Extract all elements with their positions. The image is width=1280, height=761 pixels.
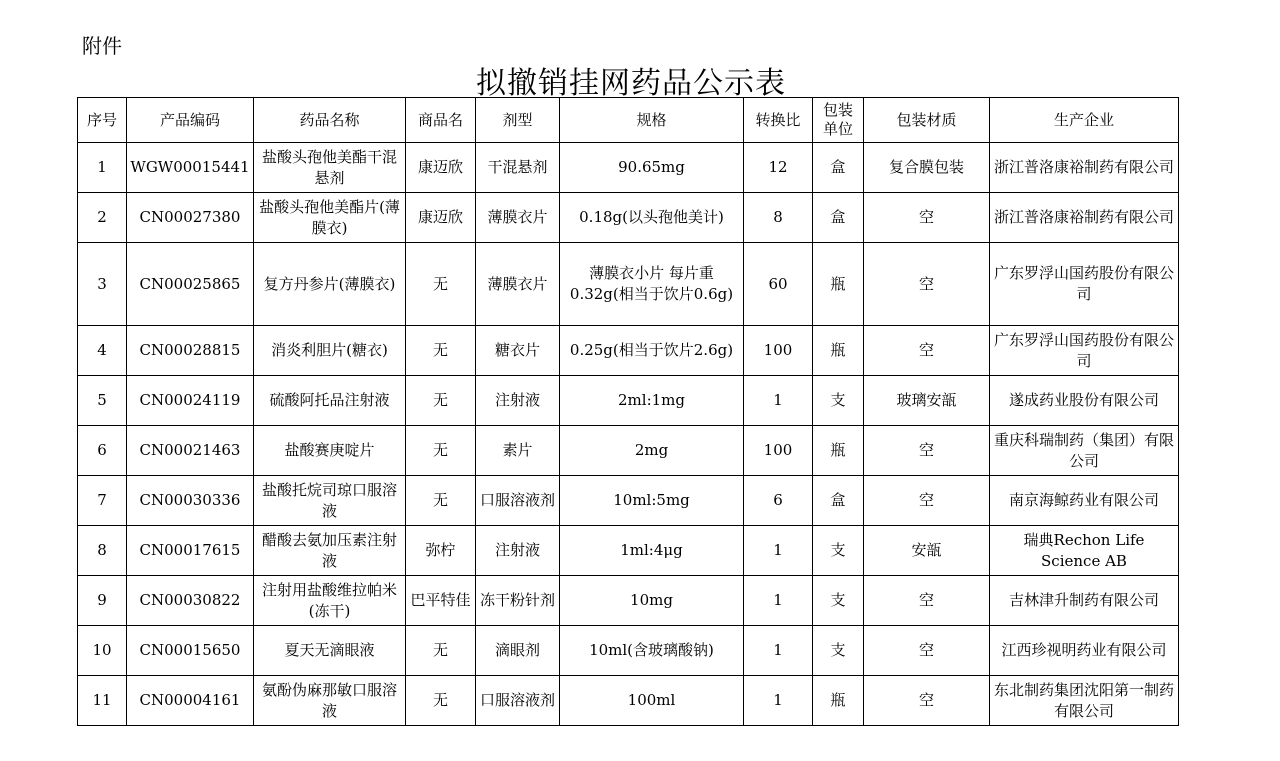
page-title: 拟撤销挂网药品公示表 [476, 66, 786, 101]
cell-drug-name: 盐酸托烷司琼口服溶液 [254, 476, 406, 526]
cell-specification: 10mg [560, 576, 744, 626]
cell-dosage-form: 素片 [476, 426, 560, 476]
cell-package-material: 空 [864, 243, 990, 326]
cell-manufacturer: 广东罗浮山国药股份有限公司 [990, 326, 1179, 376]
header-trade-name: 商品名 [406, 98, 476, 143]
cell-conversion-ratio: 1 [744, 526, 813, 576]
cell-index: 5 [78, 376, 127, 426]
cell-package-unit: 瓶 [813, 426, 864, 476]
cell-package-material: 空 [864, 676, 990, 726]
cell-product-code: CN00025865 [127, 243, 254, 326]
table-row [78, 243, 1179, 326]
cell-trade-name: 无 [406, 243, 476, 326]
cell-manufacturer: 浙江普洛康裕制药有限公司 [990, 143, 1179, 193]
header-manufacturer: 生产企业 [990, 98, 1179, 143]
cell-dosage-form: 糖衣片 [476, 326, 560, 376]
cell-conversion-ratio: 1 [744, 376, 813, 426]
cell-dosage-form: 注射液 [476, 526, 560, 576]
table-row [78, 376, 1179, 426]
cell-package-material: 空 [864, 476, 990, 526]
cell-drug-name: 硫酸阿托品注射液 [254, 376, 406, 426]
cell-manufacturer: 重庆科瑞制药（集团）有限公司 [990, 426, 1179, 476]
cell-drug-name: 盐酸头孢他美酯干混悬剂 [254, 143, 406, 193]
cell-package-material: 安瓿 [864, 526, 990, 576]
cell-trade-name: 无 [406, 426, 476, 476]
cell-manufacturer: 瑞典Rechon Life Science AB [990, 526, 1179, 576]
cell-drug-name: 盐酸赛庚啶片 [254, 426, 406, 476]
cell-drug-name: 醋酸去氨加压素注射液 [254, 526, 406, 576]
header-specification: 规格 [560, 98, 744, 143]
cell-drug-name: 盐酸头孢他美酯片(薄膜衣) [254, 193, 406, 243]
cell-package-unit: 支 [813, 526, 864, 576]
cell-package-material: 空 [864, 193, 990, 243]
cell-package-unit: 支 [813, 376, 864, 426]
cell-manufacturer: 吉林津升制药有限公司 [990, 576, 1179, 626]
cell-specification: 薄膜衣小片 每片重0.32g(相当于饮片0.6g) [560, 243, 744, 326]
header-package-material: 包装材质 [864, 98, 990, 143]
cell-trade-name: 康迈欣 [406, 143, 476, 193]
cell-index: 4 [78, 326, 127, 376]
cell-dosage-form: 薄膜衣片 [476, 243, 560, 326]
cell-index: 10 [78, 626, 127, 676]
cell-drug-name: 注射用盐酸维拉帕米(冻干) [254, 576, 406, 626]
attachment-label: 附件 [82, 34, 122, 58]
cell-trade-name: 无 [406, 476, 476, 526]
cell-package-material: 空 [864, 626, 990, 676]
cell-package-unit: 盒 [813, 476, 864, 526]
cell-drug-name: 氨酚伪麻那敏口服溶液 [254, 676, 406, 726]
cell-manufacturer: 南京海鲸药业有限公司 [990, 476, 1179, 526]
cell-trade-name: 巴平特佳 [406, 576, 476, 626]
cell-dosage-form: 注射液 [476, 376, 560, 426]
header-dosage-form: 剂型 [476, 98, 560, 143]
header-drug-name: 药品名称 [254, 98, 406, 143]
cell-manufacturer: 广东罗浮山国药股份有限公司 [990, 243, 1179, 326]
cell-index: 9 [78, 576, 127, 626]
cell-manufacturer: 遂成药业股份有限公司 [990, 376, 1179, 426]
cell-package-unit: 瓶 [813, 243, 864, 326]
cell-package-material: 复合膜包装 [864, 143, 990, 193]
table-row [78, 526, 1179, 576]
cell-manufacturer: 东北制药集团沈阳第一制药有限公司 [990, 676, 1179, 726]
cell-trade-name: 无 [406, 326, 476, 376]
cell-dosage-form: 滴眼剂 [476, 626, 560, 676]
cell-dosage-form: 口服溶液剂 [476, 676, 560, 726]
cell-conversion-ratio: 60 [744, 243, 813, 326]
cell-package-unit: 瓶 [813, 326, 864, 376]
cell-package-unit: 盒 [813, 193, 864, 243]
cell-index: 8 [78, 526, 127, 576]
table-row [78, 326, 1179, 376]
table-row [78, 143, 1179, 193]
cell-product-code: CN00021463 [127, 426, 254, 476]
header-product-code: 产品编码 [127, 98, 254, 143]
cell-conversion-ratio: 6 [744, 476, 813, 526]
cell-conversion-ratio: 12 [744, 143, 813, 193]
cell-conversion-ratio: 100 [744, 426, 813, 476]
cell-specification: 2mg [560, 426, 744, 476]
cell-drug-name: 夏天无滴眼液 [254, 626, 406, 676]
cell-product-code: CN00017615 [127, 526, 254, 576]
cell-specification: 10ml(含玻璃酸钠) [560, 626, 744, 676]
cell-conversion-ratio: 1 [744, 676, 813, 726]
cell-trade-name: 无 [406, 626, 476, 676]
table-row [78, 576, 1179, 626]
cell-package-unit: 支 [813, 626, 864, 676]
cell-product-code: CN00015650 [127, 626, 254, 676]
cell-dosage-form: 薄膜衣片 [476, 193, 560, 243]
cell-specification: 0.25g(相当于饮片2.6g) [560, 326, 744, 376]
cell-product-code: CN00004161 [127, 676, 254, 726]
cell-index: 11 [78, 676, 127, 726]
cell-manufacturer: 浙江普洛康裕制药有限公司 [990, 193, 1179, 243]
cell-index: 7 [78, 476, 127, 526]
table-row [78, 626, 1179, 676]
cell-trade-name: 康迈欣 [406, 193, 476, 243]
cell-product-code: CN00024119 [127, 376, 254, 426]
header-conversion-ratio: 转换比 [744, 98, 813, 143]
table-row [78, 426, 1179, 476]
cell-index: 1 [78, 143, 127, 193]
drug-table [77, 97, 1179, 726]
cell-product-code: CN00027380 [127, 193, 254, 243]
cell-conversion-ratio: 100 [744, 326, 813, 376]
cell-product-code: CN00030336 [127, 476, 254, 526]
header-package-unit: 包装 单位 [813, 98, 864, 143]
cell-drug-name: 复方丹参片(薄膜衣) [254, 243, 406, 326]
cell-package-material: 玻璃安瓿 [864, 376, 990, 426]
cell-index: 6 [78, 426, 127, 476]
table-header-row [78, 98, 1179, 143]
cell-index: 2 [78, 193, 127, 243]
cell-trade-name: 无 [406, 676, 476, 726]
header-index: 序号 [78, 98, 127, 143]
cell-dosage-form: 口服溶液剂 [476, 476, 560, 526]
cell-package-material: 空 [864, 326, 990, 376]
cell-package-material: 空 [864, 426, 990, 476]
table-row [78, 193, 1179, 243]
cell-conversion-ratio: 8 [744, 193, 813, 243]
cell-drug-name: 消炎利胆片(糖衣) [254, 326, 406, 376]
table-row [78, 676, 1179, 726]
cell-trade-name: 弥柠 [406, 526, 476, 576]
cell-manufacturer: 江西珍视明药业有限公司 [990, 626, 1179, 676]
cell-package-unit: 支 [813, 576, 864, 626]
cell-package-unit: 盒 [813, 143, 864, 193]
cell-specification: 10ml:5mg [560, 476, 744, 526]
cell-dosage-form: 干混悬剂 [476, 143, 560, 193]
cell-trade-name: 无 [406, 376, 476, 426]
cell-product-code: CN00028815 [127, 326, 254, 376]
cell-dosage-form: 冻干粉针剂 [476, 576, 560, 626]
cell-index: 3 [78, 243, 127, 326]
cell-package-unit: 瓶 [813, 676, 864, 726]
cell-specification: 90.65mg [560, 143, 744, 193]
cell-specification: 1ml:4μg [560, 526, 744, 576]
cell-specification: 100ml [560, 676, 744, 726]
cell-product-code: CN00030822 [127, 576, 254, 626]
cell-package-material: 空 [864, 576, 990, 626]
cell-conversion-ratio: 1 [744, 576, 813, 626]
cell-conversion-ratio: 1 [744, 626, 813, 676]
cell-specification: 0.18g(以头孢他美计) [560, 193, 744, 243]
cell-product-code: WGW00015441 [127, 143, 254, 193]
cell-specification: 2ml:1mg [560, 376, 744, 426]
table-row [78, 476, 1179, 526]
